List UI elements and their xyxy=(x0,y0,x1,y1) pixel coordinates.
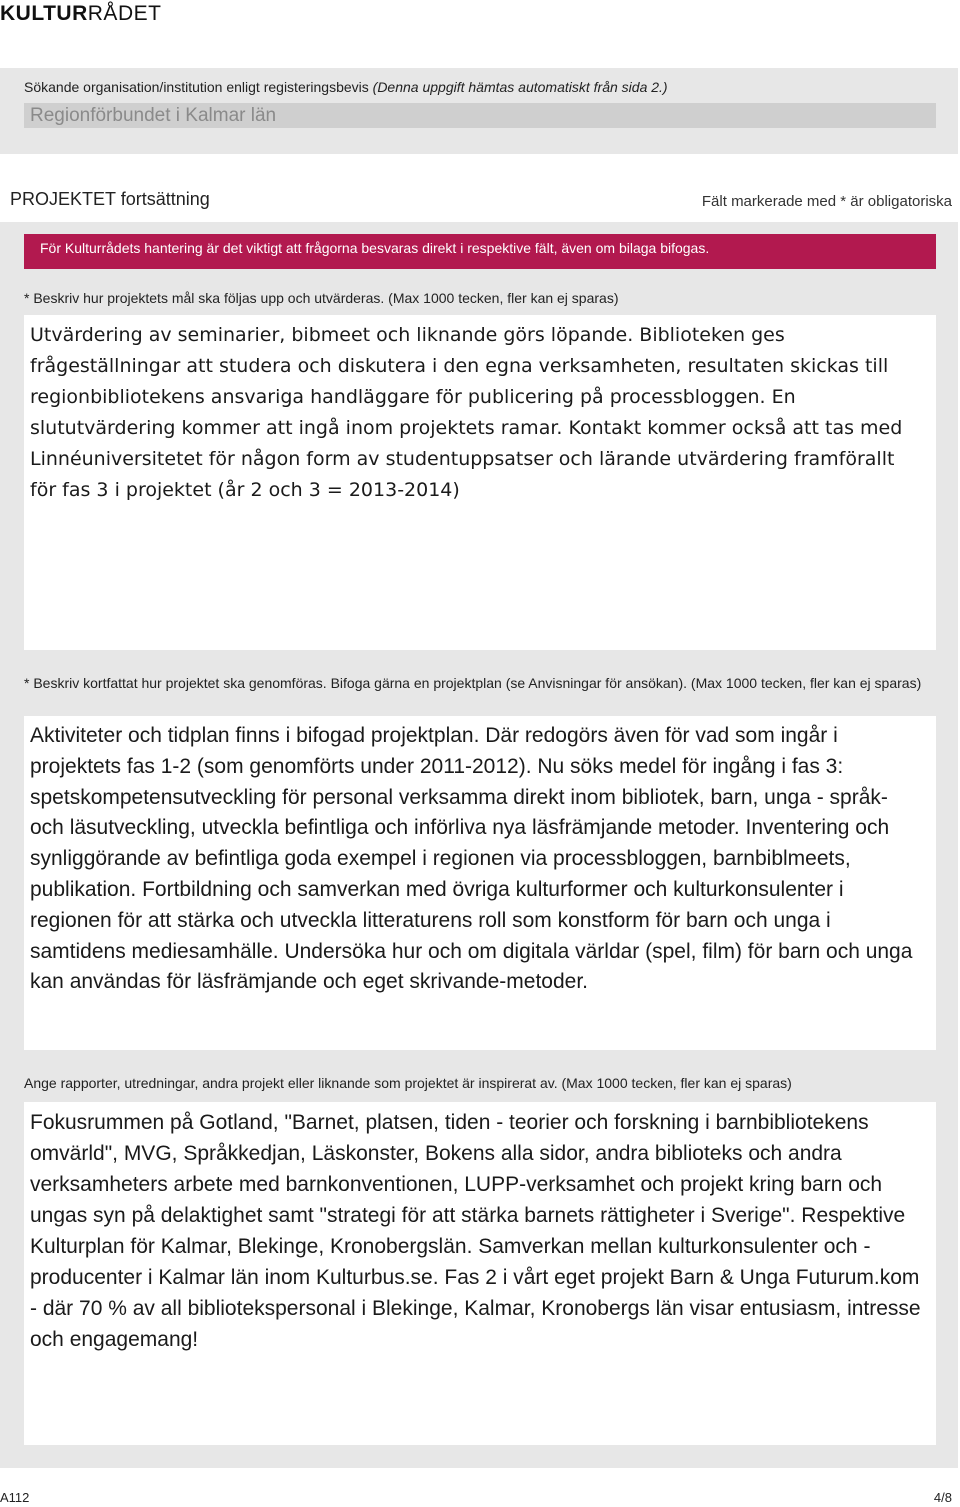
organisation-label-text: Sökande organisation/institution enligt registeringsbevis xyxy=(24,79,369,95)
question-label-followup: * Beskriv hur projektets mål ska följas upp och utvärderas. (Max 1000 tecken, fler kan ej sparas) xyxy=(24,290,619,306)
logo-bold-text: KULTUR xyxy=(0,2,88,25)
question-label-implementation: * Beskriv kortfattat hur projektet ska genomföras. Bifoga gärna en projektplan (se Anvisningar för ansökan). (Max 1000 tecken, fler kan ej sparas) xyxy=(24,675,922,691)
form-code: A112 xyxy=(0,1490,30,1505)
page-number: 4/8 xyxy=(933,1490,952,1505)
organisation-label xyxy=(24,79,668,95)
organisation-label-note: (Denna uppgift hämtas automatiskt från sida 2.) xyxy=(372,79,668,95)
alert-banner: För Kulturrådets hantering är det viktigt att frågorna besvaras direkt i respektive fält, även om bilaga bifogas. xyxy=(24,234,936,269)
answer-field-followup[interactable]: Utvärdering av seminarier, bibmeet och liknande görs löpande. Biblioteken ges frågeställningar att studera och diskutera i den egna verksamheten, resultaten skickas till regionbibliotekens ansvariga handläggare för publicering på processbloggen. En slututvärdering kommer att ingå inom projektets ramar. Kontakt kommer också att tas med Linnéuniversitetet för någon form av studentuppsatser och lärande utvärdering framförallt för fas 3 i projektet (år 2 och 3 = 2013-2014) xyxy=(24,315,936,650)
organisation-field: Regionförbundet i Kalmar län xyxy=(24,103,936,128)
answer-field-inspiration[interactable]: Fokusrummen på Gotland, "Barnet, platsen, tiden - teorier och forskning i barnbibliotekens omvärld", MVG, Språkkedjan, Läskonster, Bokens alla sidor, andra biblioteks och andra verksamheters arbete med barnkonventionen, LUPP-verksamhet och projekt kring barn och ungas syn på delaktighet samt "strategi för att stärka barnets rättigheter i Sverige". Respektive Kulturplan för Kalmar, Blekinge, Kronobergslän. Samverkan mellan kulturkonsulenter och -producenter i Kalmar län inom Kulturbus.se. Fas 2 i vårt eget projekt Barn & Unga Futurum.kom - där 70 % av all bibliotekspersonal i Blekinge, Kalmar, Kronobergs län visar entusiasm, intresse och engagemang! xyxy=(24,1102,936,1445)
required-fields-note: Fält markerade med * är obligatoriska xyxy=(701,193,952,210)
kulturradet-logo xyxy=(0,2,161,26)
section-title: PROJEKTET fortsättning xyxy=(10,189,210,209)
question-label-inspiration: Ange rapporter, utredningar, andra projekt eller liknande som projektet är inspirerat av. (Max 1000 tecken, fler kan ej sparas) xyxy=(24,1075,792,1091)
logo-light-text: RÅDET xyxy=(87,2,162,25)
answer-field-implementation[interactable]: Aktiviteter och tidplan finns i bifogad projektplan. Där redogörs även för vad som ingår i projektets fas 1-2 (som genomförts under 2011-2012). Nu söks medel för ingång i fas 3: spetskompetensutveckling för personal verksamma direkt inom bibliotek, barn, unga - språk- och läsutveckling, utveckla befintliga och införliva nya läsfrämjande metoder. Inventering och synliggörande av befintliga goda exempel i regionen via processbloggen, barnbiblmeets, publikation. Fortbildning och samverkan med övriga kulturformer och kulturkonsulenter i regionen för att stärka och utveckla litteraturens roll som konstform för barn och unga i samtidens mediesamhälle. Undersöka hur och om digitala världar (spel, film) för barn och unga kan användas för läsfrämjande och eget skrivande-metoder. xyxy=(24,716,936,1050)
